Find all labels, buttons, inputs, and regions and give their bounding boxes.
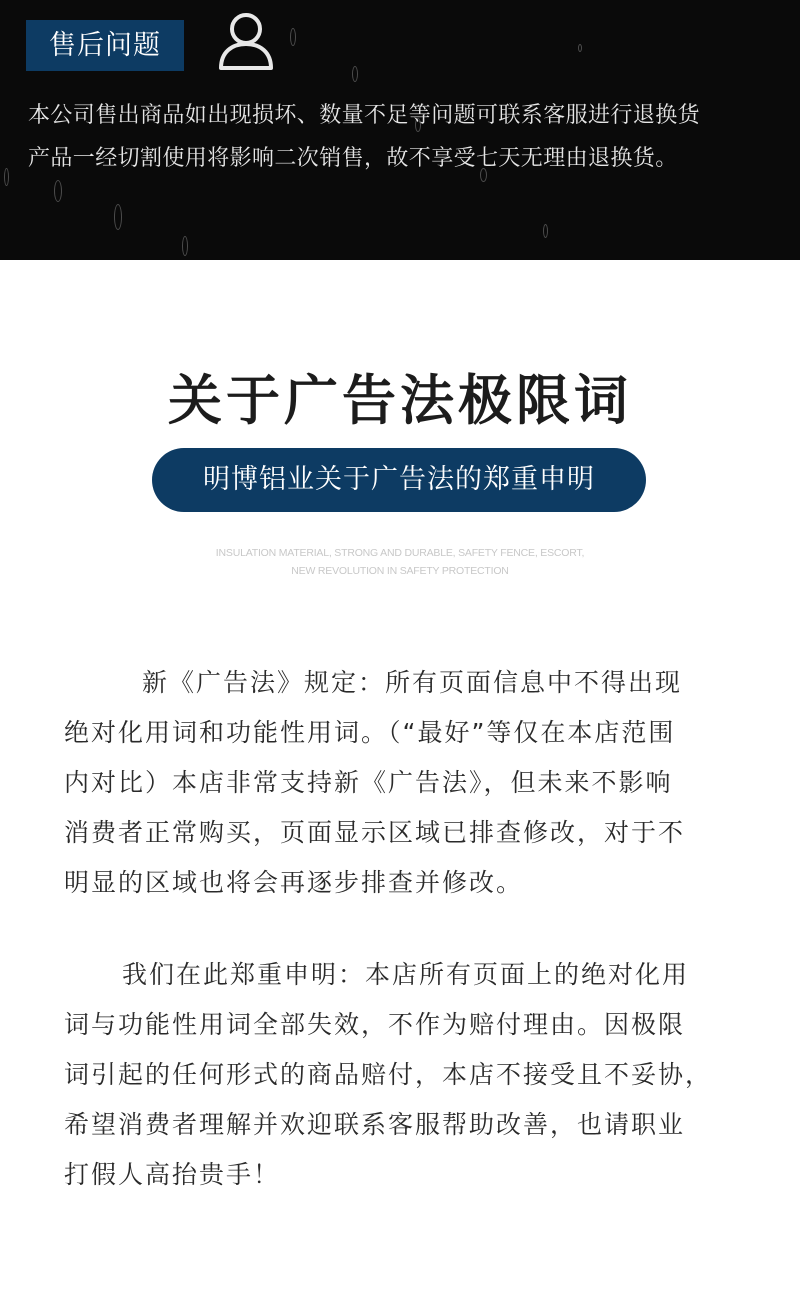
decorative-drop [578,44,582,52]
notice-line: 本公司售出商品如出现损坏、数量不足等问题可联系客服进行退换货 [28,103,701,128]
decorative-drop [54,180,62,202]
paragraph-line: 希望消费者理解并欢迎联系客服帮助改善，也请职业 [64,1110,686,1139]
decorative-drop [290,28,296,46]
declaration-paragraph [64,950,764,1200]
paragraph-line: 内对比）本店非常支持新《广告法》，但未来不影响 [64,768,673,797]
decorative-drop [4,168,9,186]
paragraph-line: 新《广告法》规定：所有页面信息中不得出现 [142,668,683,697]
after-sales-tag: 售后问题 [26,20,184,71]
paragraph-line: 词与功能性用词全部失效，不作为赔付理由。因极限 [64,1010,686,1039]
paragraph-line: 词引起的任何形式的商品赔付，本店不接受且不妥协， [64,1060,713,1089]
notice-line: 产品一经切割使用将影响二次销售，故不享受七天无理由退换货。 [28,146,678,171]
paragraph-line: 消费者正常购买，页面显示区域已排查修改，对于不 [64,818,686,847]
paragraph-line: 打假人高抬贵手！ [64,1160,281,1189]
decorative-drop [352,66,358,82]
paragraph-line: 明显的区域也将会再逐步排查并修改。 [64,868,524,897]
advertising-law-paragraph [64,658,764,908]
user-icon [216,10,276,72]
decorative-drop [182,236,188,256]
decorative-drop [114,204,122,230]
english-subtitle: NEW REVOLUTION IN SAFETY PROTECTION [291,565,509,577]
english-subtitle: INSULATION MATERIAL, STRONG AND DURABLE, SAFETY FENCE, ESCORT, [215,547,585,559]
decorative-drop [543,224,548,238]
header-band [0,0,800,260]
declaration-pill: 明博铝业关于广告法的郑重申明 [152,448,646,512]
page-title: 关于广告法极限词 [168,369,632,432]
paragraph-line: 绝对化用词和功能性用词。（“最好”等仅在本店范围 [64,718,676,747]
paragraph-line: 我们在此郑重申明：本店所有页面上的绝对化用 [122,960,690,989]
